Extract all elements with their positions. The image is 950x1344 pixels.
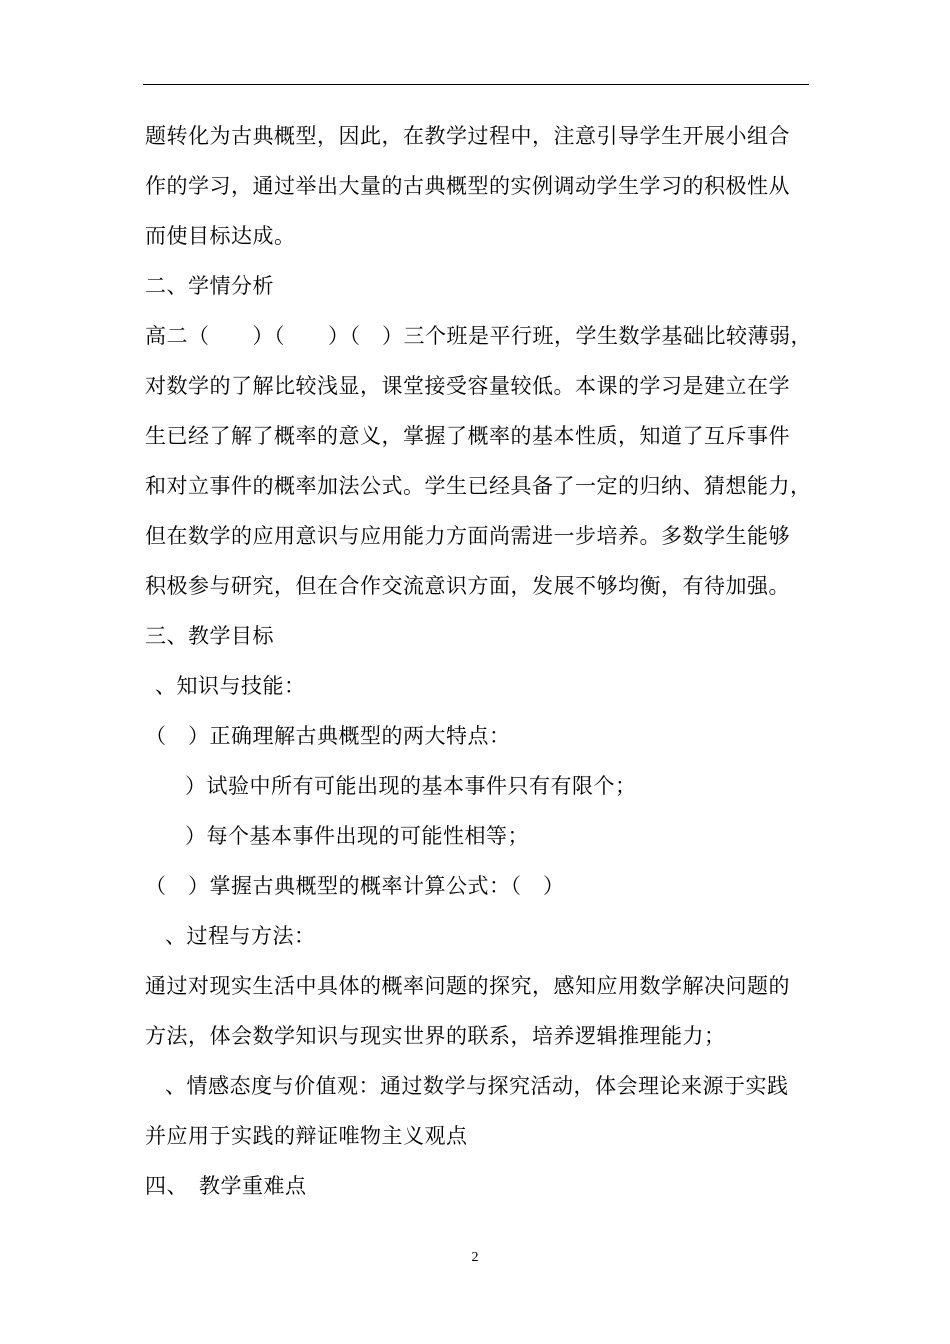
paragraph-line: 积极参与研究，但在合作交流意识方面，发展不够均衡，有待加强。 bbox=[145, 574, 790, 598]
section-heading: 三、教学目标 bbox=[145, 624, 274, 648]
paragraph-line: 对数学的了解比较浅显，课堂接受容量较低。本课的学习是建立在学 bbox=[145, 374, 790, 398]
page-number: 2 bbox=[471, 1250, 479, 1265]
paragraph-line: 作的学习，通过举出大量的古典概型的实例调动学生学习的积极性从 bbox=[145, 174, 790, 198]
document-body bbox=[145, 111, 815, 1211]
paragraph-line: 生已经了解了概率的意义，掌握了概率的基本性质，知道了互斥事件 bbox=[145, 424, 790, 448]
section-heading: 四、 教学重难点 bbox=[145, 1174, 307, 1198]
paragraph-line: 而使目标达成。 bbox=[145, 224, 296, 248]
subsection-heading: 、知识与技能： bbox=[155, 674, 306, 698]
paragraph-line: 但在数学的应用意识与应用能力方面尚需进一步培养。多数学生能够 bbox=[145, 524, 790, 548]
section-heading: 二、学情分析 bbox=[145, 274, 274, 298]
subsection-heading: 、过程与方法： bbox=[165, 924, 316, 948]
list-subitem: ）每个基本事件出现的可能性相等； bbox=[185, 824, 529, 848]
paragraph-line: 高二（ ）（ ）（ ）三个班是平行班，学生数学基础比较薄弱， bbox=[145, 324, 812, 348]
list-item: （ ）正确理解古典概型的两大特点： bbox=[145, 724, 511, 748]
subsection-heading: 、情感态度与价值观：通过数学与探究活动，体会理论来源于实践 bbox=[165, 1074, 789, 1098]
list-subitem: ）试验中所有可能出现的基本事件只有有限个； bbox=[185, 774, 637, 798]
header-rule bbox=[143, 84, 809, 85]
paragraph-line: 题转化为古典概型，因此，在教学过程中，注意引导学生开展小组合 bbox=[145, 124, 790, 148]
paragraph-line: 和对立事件的概率加法公式。学生已经具备了一定的归纳、猜想能力， bbox=[145, 474, 812, 498]
list-item: （ ）掌握古典概型的概率计算公式：（ ） bbox=[145, 874, 565, 898]
paragraph-line: 方法，体会数学知识与现实世界的联系，培养逻辑推理能力； bbox=[145, 1024, 726, 1048]
paragraph-line: 通过对现实生活中具体的概率问题的探究，感知应用数学解决问题的 bbox=[145, 974, 790, 998]
paragraph-line: 并应用于实践的辩证唯物主义观点 bbox=[145, 1124, 468, 1148]
